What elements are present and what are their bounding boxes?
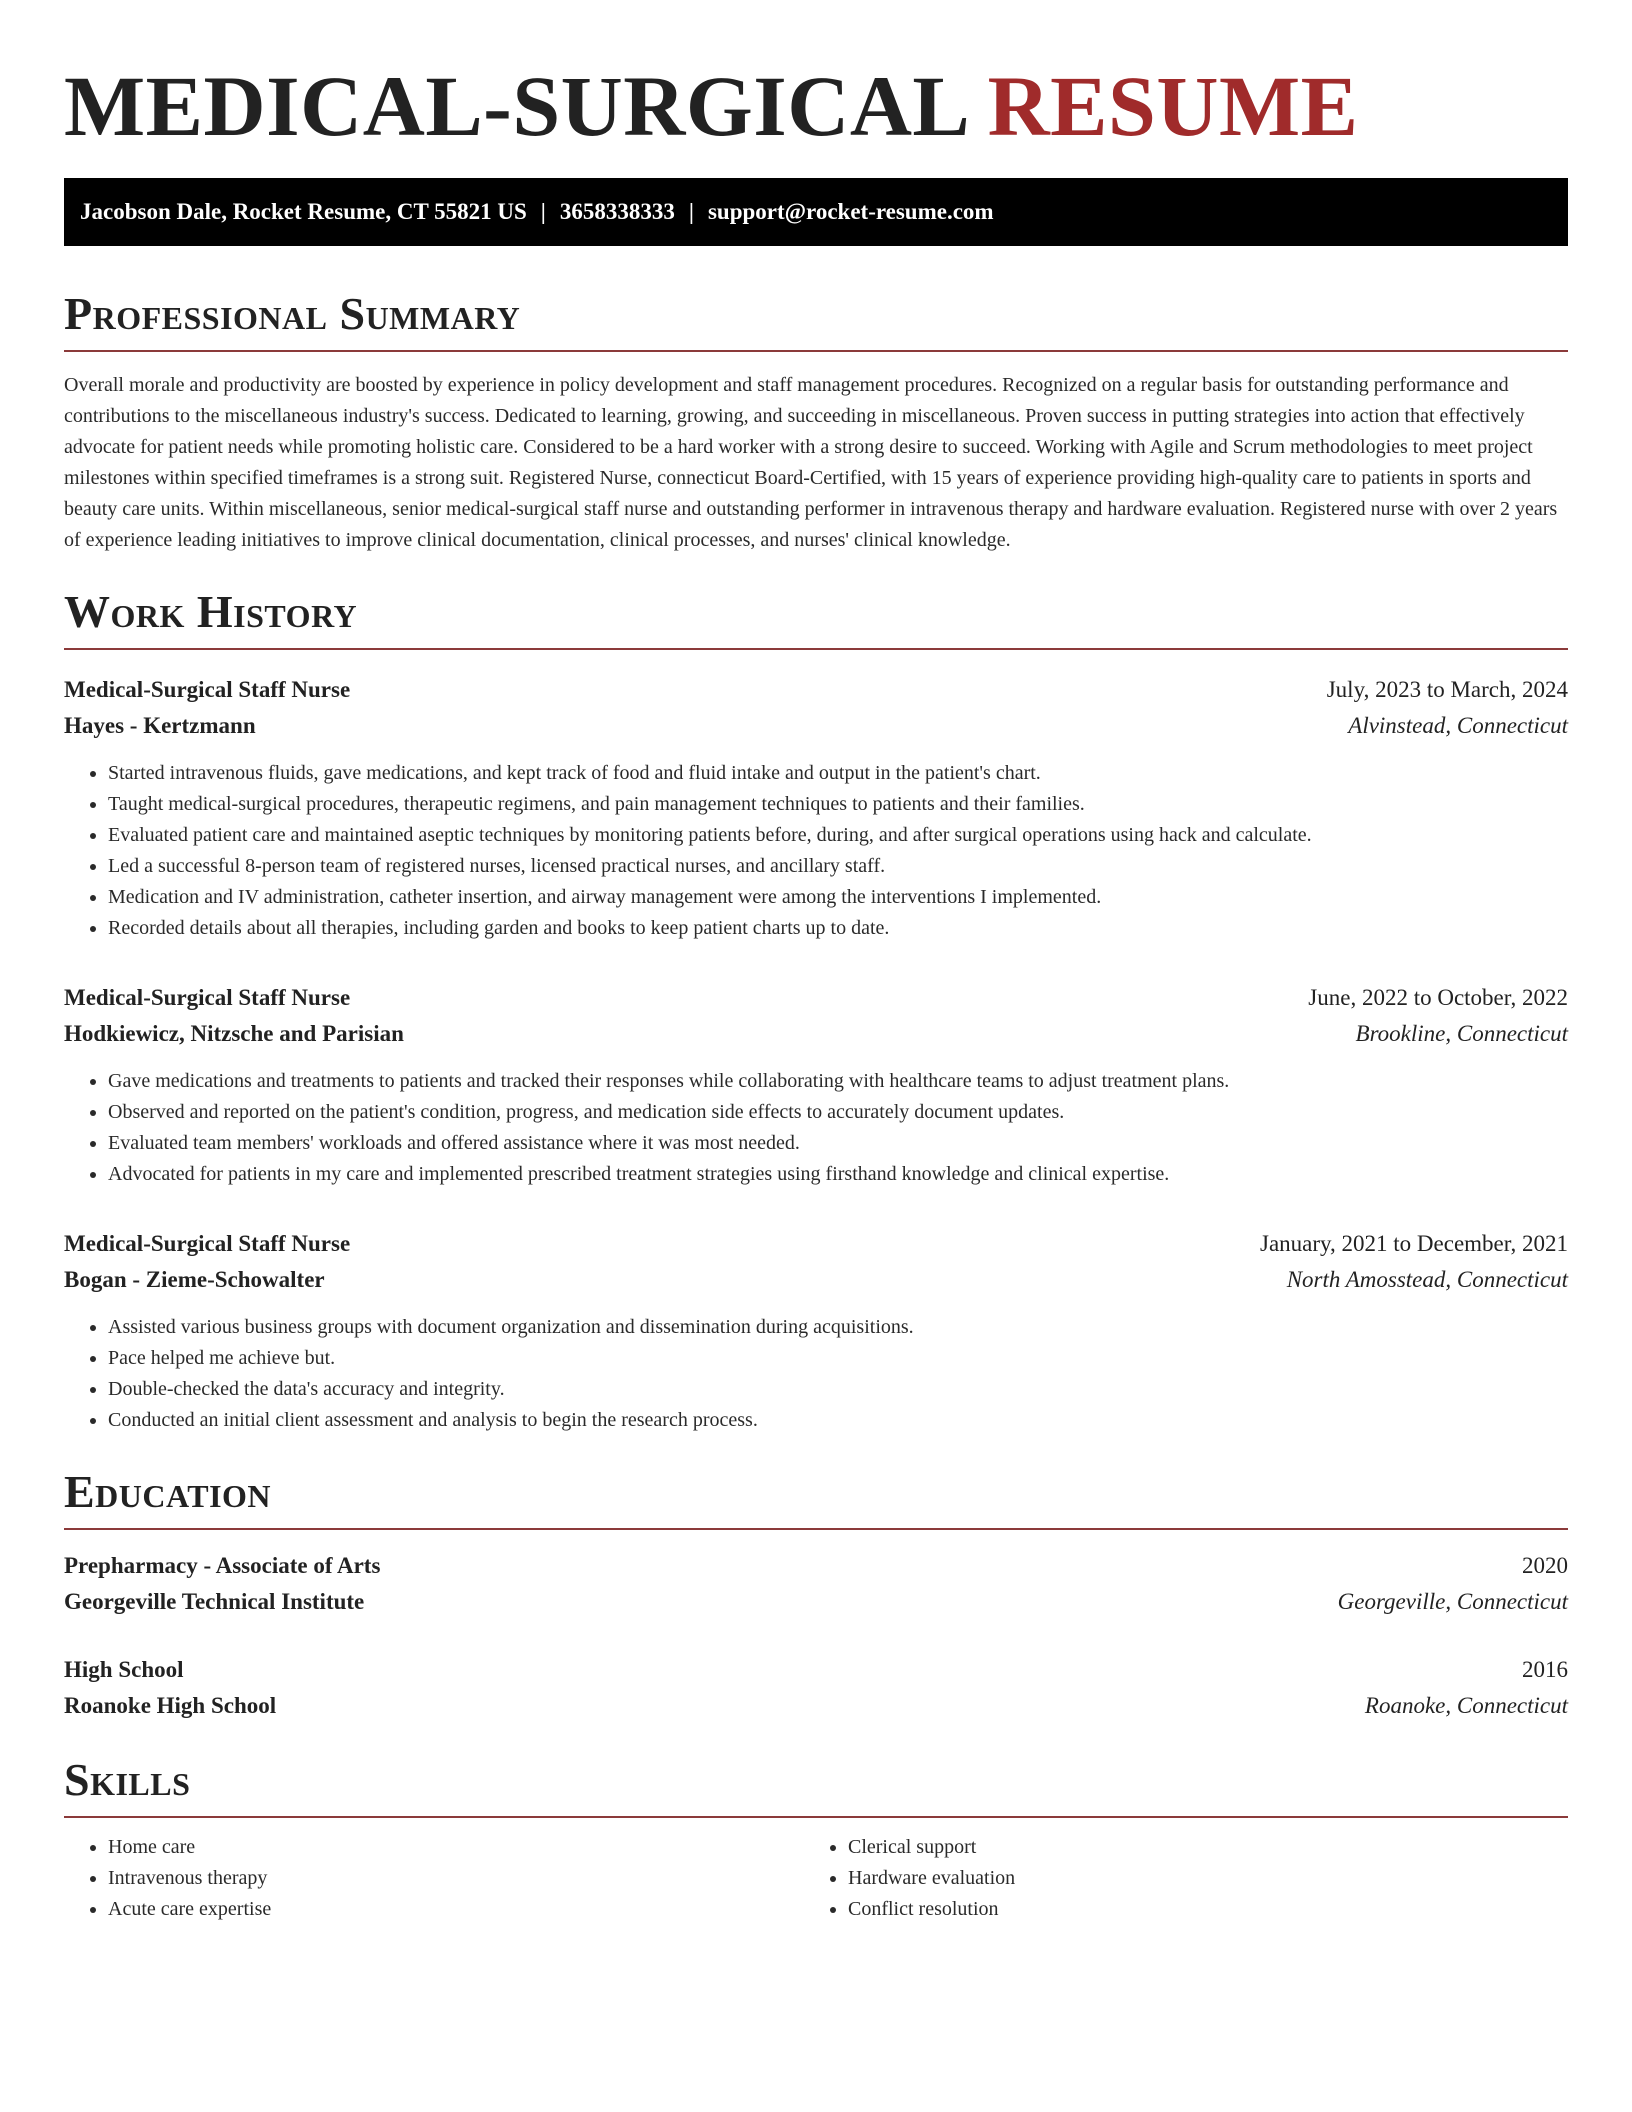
skill-item: • Acute care expertise	[108, 1894, 804, 1925]
contact-separator: |	[540, 199, 546, 224]
job-title: Medical-Surgical Staff Nurse	[64, 985, 351, 1010]
job-bullet: • Double-checked the data's accuracy and integrity.	[108, 1374, 1568, 1405]
job-bullet: • Led a successful 8-person team of registered nurses, licensed practical nurses, and ancillary staff.	[108, 851, 1568, 882]
work-history-heading: Work History	[64, 586, 1568, 650]
job-dates: July, 2023 to March, 2024	[1326, 677, 1568, 702]
summary-heading: Professional Summary	[64, 288, 1568, 352]
skill-item: • Conflict resolution	[848, 1894, 1544, 1925]
skill-item: • Hardware evaluation	[848, 1863, 1544, 1894]
title-accent: RESUME	[987, 58, 1359, 154]
contact-email: support@rocket-resume.com	[707, 199, 994, 224]
education-location: Roanoke, Connecticut	[1364, 1693, 1568, 1718]
job-bullet: • Medication and IV administration, catheter insertion, and airway management were among the interventions I implemented.	[108, 882, 1568, 913]
education-entry	[64, 1652, 1568, 1724]
work-history-section	[64, 586, 1568, 1436]
job-bullets	[64, 1066, 1568, 1190]
job-bullet: • Recorded details about all therapies, including garden and books to keep patient charts up to date.	[108, 913, 1568, 944]
job-bullets	[64, 758, 1568, 944]
education-location: Georgeville, Connecticut	[1337, 1589, 1568, 1614]
job-entry	[64, 980, 1568, 1190]
job-bullet: • Pace helped me achieve but.	[108, 1343, 1568, 1374]
job-bullet: • Evaluated patient care and maintained aseptic techniques by monitoring patients before, during, and after surgical operations using hack and calculate.	[108, 820, 1568, 851]
summary-text: Overall morale and productivity are boosted by experience in policy development and staff management procedures. Recognized on a regular basis for outstanding performance and contributions to the miscellaneous industry's success. Dedicated to learning, growing, and succeeding in miscellaneous. Proven success in putting strategies into action that effectively advocate for patient needs while promoting holistic care. Considered to be a hard worker with a strong desire to succeed. Working with Agile and Scrum methodologies to meet project milestones within specified timeframes is a strong suit. Registered Nurse, connecticut Board-Certified, with 15 years of experience providing high-quality care to patients in sports and beauty care units. Within miscellaneous, senior medical-surgical staff nurse and outstanding performer in intravenous therapy and hardware evaluation. Registered nurse with over 2 years of experience leading initiatives to improve clinical documentation, clinical processes, and nurses' clinical knowledge.	[64, 374, 1558, 551]
skill-item: • Home care	[108, 1832, 804, 1863]
job-bullet: • Evaluated team members' workloads and offered assistance where it was most needed.	[108, 1128, 1568, 1159]
education-section	[64, 1466, 1568, 1724]
education-heading: Education	[64, 1466, 1568, 1530]
education-degree: High School	[64, 1657, 184, 1682]
skills-column-left	[64, 1832, 804, 1925]
education-school: Roanoke High School	[64, 1693, 277, 1718]
skill-item: • Intravenous therapy	[108, 1863, 804, 1894]
education-entry	[64, 1548, 1568, 1620]
education-year: 2016	[1522, 1657, 1568, 1682]
job-entry	[64, 1226, 1568, 1436]
job-bullet: • Gave medications and treatments to patients and tracked their responses while collaborating with healthcare teams to adjust treatment plans.	[108, 1066, 1568, 1097]
job-bullet: • Started intravenous fluids, gave medications, and kept track of food and fluid intake and output in the patient's chart.	[108, 758, 1568, 789]
job-location: Brookline, Connecticut	[1355, 1021, 1568, 1046]
job-bullet: • Observed and reported on the patient's condition, progress, and medication side effects to accurately document updates.	[108, 1097, 1568, 1128]
skills-column-right	[804, 1832, 1544, 1925]
education-degree: Prepharmacy - Associate of Arts	[64, 1553, 381, 1578]
title-main: MEDICAL-SURGICAL	[64, 58, 966, 154]
contact-bar	[64, 178, 1568, 246]
job-dates: June, 2022 to October, 2022	[1308, 985, 1568, 1010]
job-title: Medical-Surgical Staff Nurse	[64, 1231, 351, 1256]
job-company: Bogan - Zieme-Schowalter	[64, 1267, 325, 1292]
job-bullets	[64, 1312, 1568, 1436]
contact-phone: 3658338333	[559, 199, 675, 224]
job-bullet: • Taught medical-surgical procedures, therapeutic regimens, and pain management techniques to patients and their families.	[108, 789, 1568, 820]
skills-heading: Skills	[64, 1754, 1568, 1818]
job-location: Alvinstead, Connecticut	[1348, 713, 1568, 738]
education-year: 2020	[1522, 1553, 1568, 1578]
job-dates: January, 2021 to December, 2021	[1260, 1231, 1568, 1256]
job-title: Medical-Surgical Staff Nurse	[64, 677, 351, 702]
education-school: Georgeville Technical Institute	[64, 1589, 365, 1614]
job-bullet: • Advocated for patients in my care and implemented prescribed treatment strategies using firsthand knowledge and clinical expertise.	[108, 1159, 1568, 1190]
job-company: Hayes - Kertzmann	[64, 713, 256, 738]
job-entry	[64, 672, 1568, 944]
skill-item: • Clerical support	[848, 1832, 1544, 1863]
skills-list	[64, 1832, 1568, 1925]
job-company: Hodkiewicz, Nitzsche and Parisian	[64, 1021, 404, 1046]
job-location: North Amosstead, Connecticut	[1286, 1267, 1568, 1292]
contact-address: Jacobson Dale, Rocket Resume, CT 55821 US	[80, 199, 527, 224]
skills-section	[64, 1754, 1568, 1925]
contact-separator: |	[688, 199, 694, 224]
summary-section	[64, 288, 1568, 556]
job-bullet: • Conducted an initial client assessment and analysis to begin the research process.	[108, 1405, 1568, 1436]
job-bullet: • Assisted various business groups with document organization and dissemination during acquisitions.	[108, 1312, 1568, 1343]
resume-title	[64, 56, 1568, 156]
